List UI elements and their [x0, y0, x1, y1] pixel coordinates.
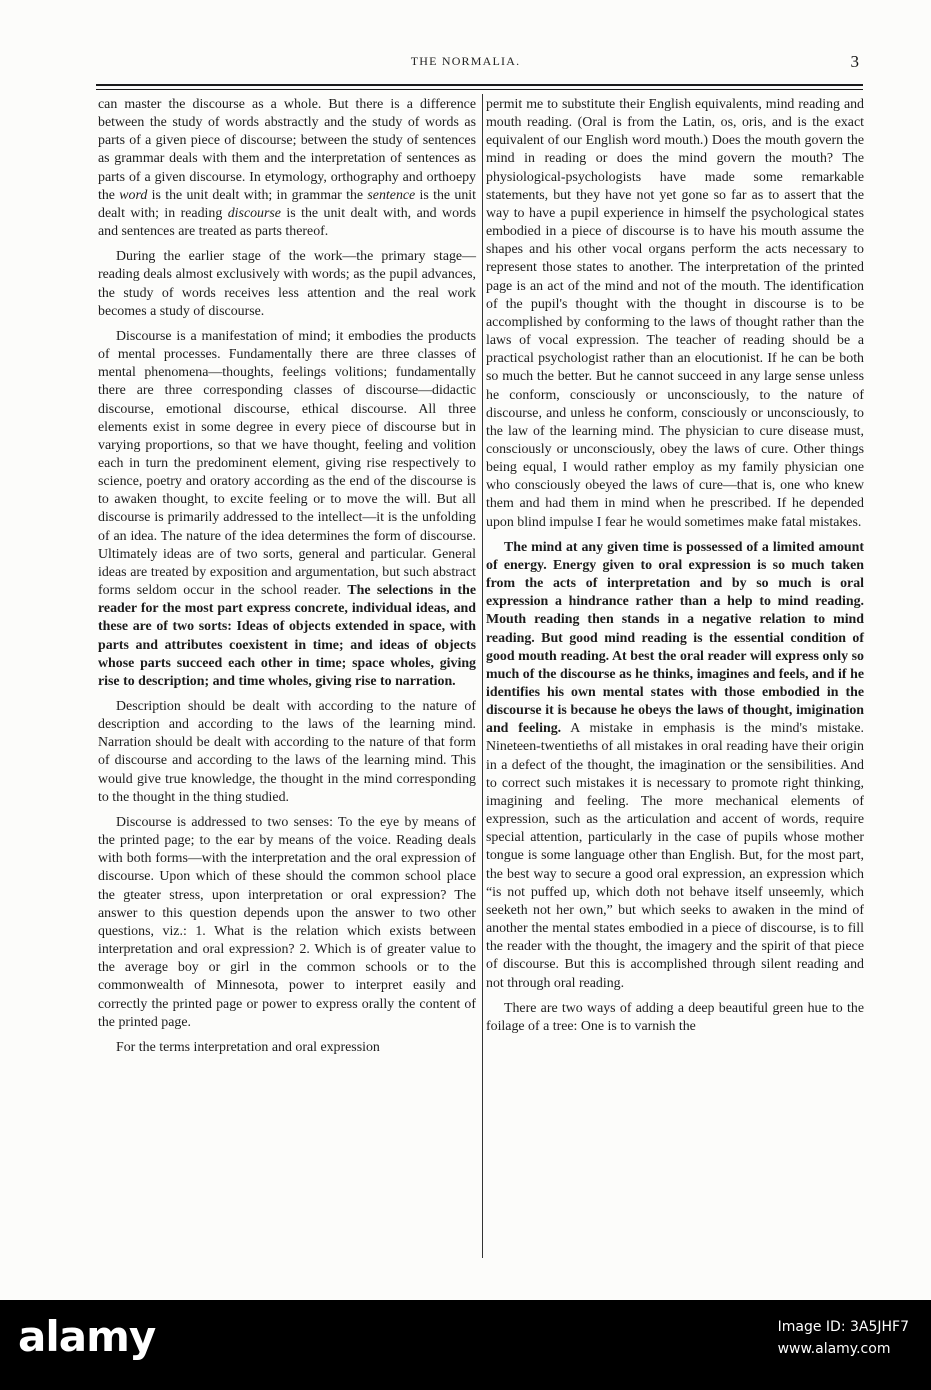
left-paragraph-3: [98, 328, 476, 691]
italic-sentence: sentence: [367, 187, 416, 203]
text-run: is the unit dealt with, and words and sentences are treated as parts thereof.: [98, 205, 477, 240]
header-rule-thin: [96, 89, 863, 90]
alamy-logo: alamy: [18, 1312, 156, 1361]
site-url-text: www.alamy.com: [777, 1341, 891, 1357]
left-paragraph-2: During the earlier stage of the work—the primary stage—reading deals almost exclusively with words; as the pupil advances, the study of words receives less attention and the real work becomes a study of discourse.: [98, 249, 476, 319]
page-number: 3: [850, 52, 859, 71]
right-paragraph-2: [486, 539, 864, 993]
text-run: A mistake in emphasis is the mind's mistake. Nineteen-twentieths of all mistakes in oral reading have their origin in a defect of the thought, the imagination or the sensibilities. And to correct such mistakes it is necessary to promote right thinking, imagining and feeling. The more mechanical elements of expression, such as the articulation and accent of words, require special attention, particularly in the case of pupils whose mother tongue is some language other than English. But, for the most part, the best way to secure a good oral expression, an expression which “is not puffed up, which doth not behave itself unseemly, which seeketh not her own,” but which seeks to awaken in the mind of another the mental states embodied in a piece of discourse, is to fill the reader with the thought, the imagery and the spirit of that piece of discourse. But this is accomplished through silent reading and not through oral reading.: [486, 721, 864, 991]
italic-discourse: discourse: [227, 205, 281, 221]
running-header-title: THE NORMALIA.: [410, 54, 521, 68]
left-paragraph-1: [98, 96, 476, 241]
text-run: is the unit dealt with; in reading: [98, 187, 476, 221]
right-paragraph-1: permit me to substitute their English equivalents, mind reading and mouth reading. (Oral is from the Latin, os, oris, and is the exact equivalent of our English word mouth.) Does the mouth govern the mind in reading or does the mind govern the mouth? The physiological-psychologists have made some remarkable statements, but they have not yet gone so far as to assert that the way to have a pupil experience in himself the psychological states embodied in a piece of discourse is to have his mouth assume the shapes and his other vocal organs perform the acts necessary to represent those states to another. The interpretation of the printed page is an act of the mind and not of the mouth. The identification of the pupil's thought with the thought in discourse is to be accomplished by conforming to the laws of thought rather than the laws of vocal expression. The teacher of reading should be a practical psychologist rather than an elocutionist. If he can be both so much the better. But he cannot succeed in any large sense unless he conform, consciously or unconsciously, to the nature of discourse, and unless he conform, consciously or unconsciously, to the law of the learning mind. The physician to cure disease must, consciously or unconsciously, obey the laws of cure. Other things being equal, I would rather employ as my family physician one who consciously obeyed the laws of cure—that is, one who knew them and had them in mind when he prescribed. If he depended upon blind impulse I fear he would sometimes make fatal mistakes.: [486, 97, 864, 530]
right-paragraph-3: There are two ways of adding a deep beautiful green hue to the foilage of a tree: One is to varnish the: [486, 1000, 864, 1034]
left-paragraph-6: For the terms interpretation and oral expression: [116, 1039, 380, 1055]
right-column: [486, 96, 864, 1043]
header-rule-thick: [96, 84, 863, 86]
italic-word: word: [119, 187, 148, 203]
column-divider: [482, 94, 483, 1258]
stock-image-info: [778, 1316, 909, 1360]
bold-text-run: The selections in the reader for the most part express concrete, individual ideas, and these are of two sorts: Ideas of objects extended in space, with parts and attributes coexistent in time; and ideas of objects whose parts succeed each other in time; space wholes, giving rise to description; and time wholes, giving rise to narration.: [98, 583, 476, 689]
left-paragraph-5: Discourse is addressed to two senses: To the eye by means of the printed page; to the ear by means of the voice. Reading deals with both forms—with the interpretation and the oral expression of discourse. Upon which of these should the common school place the gteater stress, upon interpretation or oral expression? The answer to this question depends upon the answer to two other questions, viz.: 1. What is the relation which exists between interpretation and oral expression? 2. Which is of greater value to the average boy or girl in the common schools or to the commonwealth of Minnesota, power to interpret easily and correctly the printed page or power to express orally the content of the printed page.: [98, 814, 476, 1030]
text-run: can master the discourse as a whole. But there is a difference between the study of words abstractly and the study of words as parts of a given piece of discourse; between the study of sentences as grammar deals with them and the interpretation of sentences as parts of a given discourse. In etymology, orthography and orthoepy the: [98, 97, 476, 203]
left-paragraph-4: Description should be dealt with according to the nature of description and according to the laws of the learning mind. Narration should be dealt with according to the nature of that form of discourse and according to the laws of the learning mind. This would give true knowledge, the thought in the mind corresponding to the thought in the thing studied.: [98, 699, 476, 805]
text-run: is the unit dealt with; in grammar the: [147, 187, 368, 203]
image-id-text: Image ID: 3A5JHF7: [777, 1319, 909, 1335]
left-column: [98, 96, 476, 1064]
bold-text-run: The mind at any given time is possessed of a limited amount of energy. Energy given to oral expression is so much taken from the acts of interpretation and by so much is oral expression a hindrance rather than a help to mind reading. Mouth reading then stands in a negative relation to mind reading. But good mind reading is the essential condition of good mouth reading. At best the oral reader will express only so much of the discourse as he thinks, imagines and feels, and if he identifies his own mental states with those embodied in the discourse it is because he obeys the laws of thought, imigination and feeling.: [486, 539, 864, 737]
text-run: Discourse is a manifestation of mind; it embodies the products of mental processes. Fundamentally there are three classes of mental phenomena—thoughts, feelings volitions; fundamentally there are three corresponding classes of discourse—didactic discourse, emotional discourse, ethical discourse. All three elements exist in some degree in every piece of discourse but in varying proportions, so that we have thought, feeling and volition each in turn the predominent element, giving rise respectively to science, poetry and oratory according as the end of the discourse is to awaken thought, to excite feeling or to move the will. But all discourse is primarily addressed to the intellect—it is the unfolding of an idea. The nature of the idea determines the form of discourse. Ultimately ideas are of two sorts, general and particular. General ideas are treated by exposition and argumentation, but such abstract forms seldom occur in the school reader.: [98, 328, 476, 599]
